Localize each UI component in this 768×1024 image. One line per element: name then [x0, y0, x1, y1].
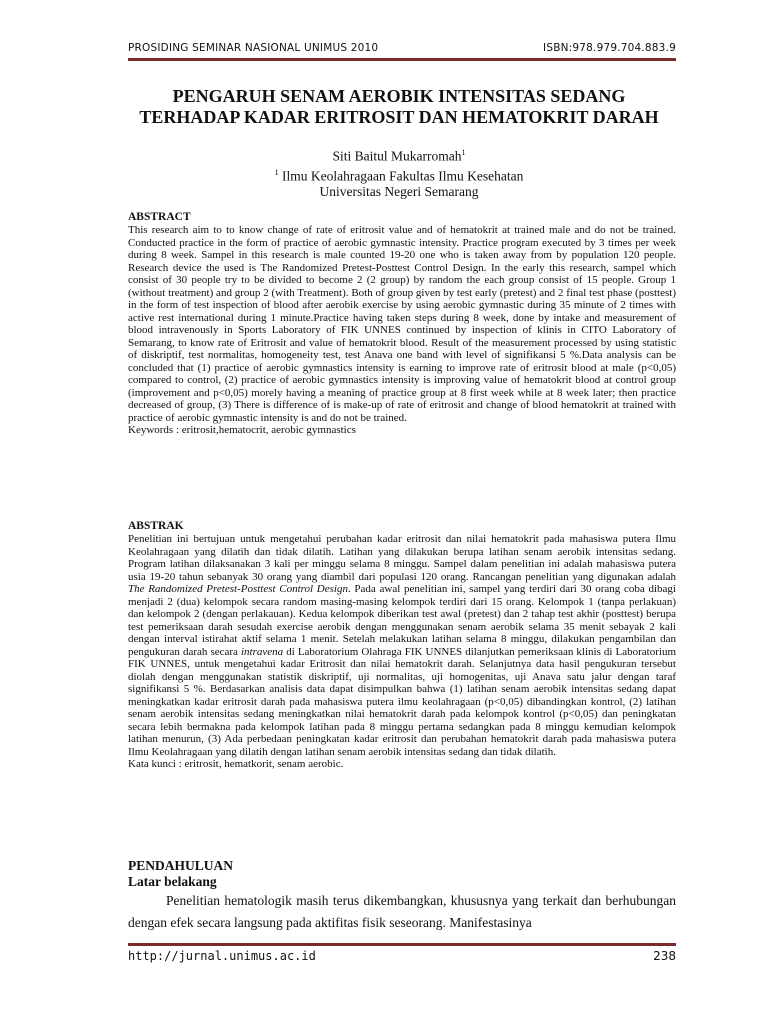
- footer-rule: [128, 943, 676, 946]
- author-sup: 1: [461, 148, 466, 157]
- paper-title: [100, 86, 698, 128]
- abstrak-text-part-1: Penelitian ini bertujuan untuk mengetahui perubahan kadar eritrosit dan nilai hematokrit pada mahasiswa putera Ilmu Keolahragaan yang dilatih dan tidak dilatih. Latihan yang dilakukan berupa latihan senam aerobik intensitas sedang. Program latihan dilaksanakan 3 kali per minggu selama 8 minggu. Sampel dalam penelitian ini adalah mahasiswa putera usia 19-20 tahun sebanyak 30 orang yang diambil dari populasi 120 orang. Rancangan penelitian yang digunakan adalah: [128, 533, 676, 583]
- abstract-keywords: Keywords : eritrosit,hematocrit, aerobic gymnastics: [128, 424, 356, 436]
- affiliation: Ilmu Keolahragaan Fakultas Ilmu Kesehatan: [281, 168, 524, 183]
- abstrak-section: [128, 520, 676, 771]
- running-header: [128, 42, 676, 54]
- abstrak-design-italic: The Randomized Pretest-Posttest Control Design: [128, 583, 348, 595]
- abstract-text: This research aim to to know change of rate of eritrosit value and of hematokrit at trained male and do not be trained. Conducted practice in the form of practice of aerobic gymnastic intensity. Practice program executed by 3 times per week during 8 week. Sampel in this research is male counted 19-20 one who is taken away from by population 120 people. Research device the used is The Randomized Pretest-Posttest Control Design. In the early this research, sampel which consist of 30 people try to be divided to become 2 (2 group) by random the each group consist of 15 people. Group 1 (without treatment) and group 2 (with Treatment). Both of group given by test early (pretest) and 2 final test phase (posttest) in the form of test inspection of blood after aerobik exercise by using aerobic gymnastic during 35 minute of 2 times with active rest international during 1 minute.Practice having taken steps during 8 week, done by intake and measurement of blood intravenously in Sports Laboratory of FIK UNNES continued by inspection of klinis in CITO Laboratory of Semarang, to know rate of Eritrosit and value of hematokrit blood. Result of the measurement processed by using statistic of diskriptif, test normalitas, homogeneity test, test Anava one band with level of signifikansi 5 %.Data analysis can be concluded that (1) practice of aerobic gymnastics intensity is earning to improve rate of eritrosit blood at male (p<0,05) compared to control, (2) practice of aerobic gymnastics intensity is improving value of hematokrit blood at control group (improvement and p<0,05) morely having a meaning of practice group at 8 first week while at 8 week later; then practice decreased of group, (3) There is difference of is make-up of rate of eritrosit and change of blood hematokrit at trained with practice of aerobic gymnastic intensity is and do not be trained.: [128, 224, 676, 424]
- affiliation-line: [100, 165, 698, 185]
- introduction-paragraph: Penelitian hematologik masih terus dikembangkan, khususnya yang terkait dan berhubungan dengan efek secara langsung pada aktifitas fisik seseorang. Manifestasinya: [128, 893, 676, 930]
- abstrak-intravena-italic: intravena: [241, 645, 284, 658]
- background-subheading: Latar belakang: [128, 874, 217, 889]
- affiliation-sup: 1: [274, 167, 279, 177]
- introduction-heading: PENDAHULUAN: [128, 858, 234, 873]
- abstrak-heading: ABSTRAK: [128, 520, 184, 532]
- page-number: 238: [653, 949, 676, 963]
- running-footer: [128, 949, 676, 963]
- abstrak-text-part-2: . Pada awal penelitian ini, sampel yang terdiri dari 30 orang coba dibagi menjadi 2 (dua) kelompok secara random masing-masing kelompok terdiri dari 15 orang. Kelompok 1 (tanpa perlakuan) dan kelompok 2 (dengan perlakauan). Kedua kelompok diberikan test awal (pretest) dan 2 tahap test akhir (posttest) berupa test pemeriksaan darah sesudah exercise aerobik dengan menggunakan senam aerobik selama 35 menit sebayak 2 kali dengan interval istirahat aktif selama 1 menit. Setelah melakukan latihan selama 8 minggu, dilakukan pengambilan dan pengukuran darah secara: [128, 583, 676, 658]
- header-rule: [128, 58, 676, 61]
- title-line-2: TERHADAP KADAR ERITROSIT DAN HEMATOKRIT DARAH: [139, 107, 659, 127]
- abstrak-keywords: Kata kunci : eritrosit, hematkorit, senam aerobic.: [128, 758, 344, 770]
- university: Universitas Negeri Semarang: [319, 184, 479, 199]
- abstract-heading: ABSTRACT: [128, 211, 191, 223]
- introduction-section: [128, 858, 676, 934]
- abstract-section: [128, 211, 676, 437]
- author-name: Siti Baitul Mukarromah: [332, 148, 462, 164]
- author-name-line: [100, 145, 698, 165]
- abstrak-text-part-3: di Laboratorium Olahraga FIK UNNES dilanjutkan pemeriksaan klinis di Laboratorium FIK UNNES, untuk mengetahui kadar Eritrosit dan nilai hematokrit darah. Selanjutnya data hasil pengukuran tersebut diolah dengan menggunakan statistik diskriptif, uji normalitas, uji homogenitas, uji Anava satu jalur dengan taraf signifikansi 5 %. Berdasarkan analisis data dapat disimpulkan bahwa (1) latihan senam aerobik intensitas sedang dapat meningkatkan kadar eritrosit darah pada mahasiswa putera ilmu keolahragaan (p<0,05) dibandingkan kontrol, (2) latihan senam aerobik intensitas sedang meningkatkan nilai hematokrit darah pada kelompok kontrol (p<0,05) dan peningkatan secara lebih bermakna pada kelompok latihan pada 8 minggu pertama sedangkan pada 8 minggu kemudian kelompok latihan menurun, (3) Ada perbedaan peningkatan kadar eritrosit dan perubahan hematokrit darah pada mahasiswa putera Ilmu Keolahragaan yang dilatih dengan latihan senam aerobik intensitas sedang dan tidak dilatih.: [128, 645, 676, 758]
- author-block: [100, 145, 698, 200]
- isbn: ISBN:978.979.704.883.9: [543, 42, 676, 54]
- journal-url[interactable]: http://jurnal.unimus.ac.id: [128, 949, 316, 963]
- title-line-1: PENGARUH SENAM AEROBIK INTENSITAS SEDANG: [172, 86, 626, 106]
- abstrak-text: [128, 533, 676, 758]
- journal-name: PROSIDING SEMINAR NASIONAL UNIMUS 2010: [128, 42, 379, 54]
